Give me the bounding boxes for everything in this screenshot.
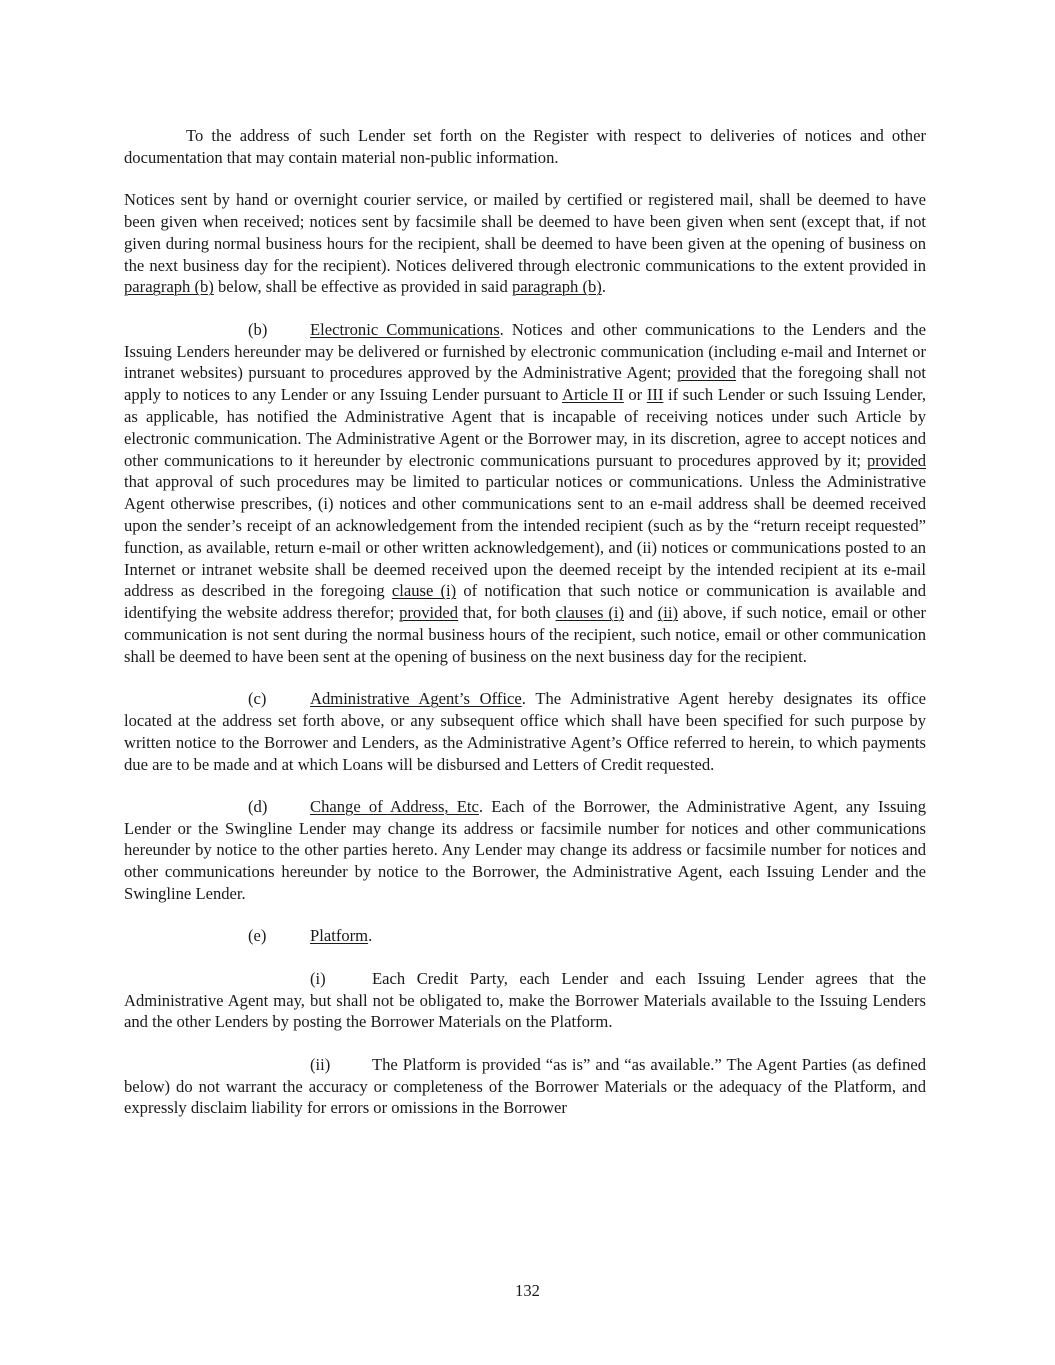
section-d-change-of-address: (d) Change of Address, Etc. Each of the Borrower, the Administrative Agent, any Issuing Lender or the Swingline Lender may change its address or facsimile number for notices and other communications hereunder by notice to the other parties hereto. Any Lender may change its address or facsimile number for notices and other communications hereunder by notice to the Borrower, the Administrative Agent, each Issuing Lender and the Swingline Lender.: [124, 796, 927, 904]
document-body: [124, 125, 926, 1140]
cross-reference: paragraph (b): [511, 277, 602, 297]
paragraph-notice-delivery: Notices sent by hand or overnight courier service, or mailed by certified or registered mail, shall be deemed to have been given when received; notices sent by facsimile shall be deemed to have been given when sent (except that, if not given during normal business hours for the recipient, shall be deemed to have been given at the opening of business on the next business day for the recipient). Notices delivered through electronic communications to the extent provided in paragraph (b) below, shall be effective as provided in said paragraph (b).: [124, 190, 926, 297]
section-label: (e): [248, 926, 267, 946]
cross-reference: III: [646, 385, 664, 405]
cross-reference: clauses (i): [555, 603, 624, 623]
section-heading: Change of Address, Etc: [310, 796, 479, 816]
section-label: (d): [248, 796, 268, 816]
cross-reference: clause (i): [391, 581, 457, 601]
section-e-ii: (ii) The Platform is provided “as is” and “as available.” The Agent Parties (as defined below) do not warrant the accuracy or completeness of the Borrower Materials or the adequacy of the Platform, and expressly disclaim liability for errors or omissions in the Borrower: [124, 1054, 926, 1118]
cross-reference: (ii): [657, 603, 678, 623]
page-number: 132: [515, 1281, 540, 1300]
cross-reference: Article II: [562, 385, 624, 405]
defined-term: provided: [677, 363, 737, 383]
section-heading: Electronic Communications: [310, 319, 500, 339]
defined-term: provided: [867, 450, 926, 470]
section-heading: Platform: [310, 926, 369, 946]
section-e-platform: (e) Platform.: [248, 926, 373, 946]
section-label: (b): [248, 319, 268, 339]
section-label: (c): [248, 689, 267, 709]
section-b-electronic-communications: (b) Electronic Communications. Notices and other communications to the Lenders and the Issuing Lenders hereunder may be delivered or furnished by electronic communication (including e-mail and Internet or intranet websites) pursuant to procedures approved by the Administrative Agent; provided that the foregoing shall not apply to notices to any Lender or any Issuing Lender pursuant to Article II or III if such Lender or such Issuing Lender, as applicable, has notified the Administrative Agent that is incapable of receiving notices under such Article by electronic communication. The Administrative Agent or the Borrower may, in its discretion, agree to accept notices and other communications to it hereunder by electronic communications pursuant to procedures approved by it; provided that approval of such procedures may be limited to particular notices or communications. Unless the Administrative Agent otherwise prescribes, (i) notices and other communications sent to an e-mail address shall be deemed received upon the sender’s receipt of an acknowledgement from the intended recipient (such as by the “return receipt requested” function, as available, return e-mail or other written acknowledgement), and (ii) notices or communications posted to an Internet or intranet website shall be deemed received upon the deemed receipt by the intended recipient at its e-mail address as described in the foregoing clause (i) of notification that such notice or communication is available and identifying the website address therefor; provided that, for both clauses (i) and (ii) above, if such notice, email or other communication is not sent during the normal business hours of the recipient, such notice, email or other communication shall be deemed to have been sent at the opening of business on the next business day for the recipient.: [124, 319, 927, 666]
section-label: (i): [310, 968, 326, 988]
cross-reference: paragraph (b): [124, 277, 214, 297]
section-label: (ii): [310, 1054, 331, 1074]
defined-term: provided: [399, 603, 459, 623]
section-heading: Administrative Agent’s Office: [310, 689, 522, 709]
paragraph-notice-address: To the address of such Lender set forth on the Register with respect to deliveries of notices and other documentation that may contain material non-public information.: [124, 126, 926, 167]
section-c-administrative-agents-office: (c) Administrative Agent’s Office. The Administrative Agent hereby designates its office located at the address set forth above, or any subsequent office which shall have been specified for such purpose by written notice to the Borrower and Lenders, as the Administrative Agent’s Office referred to herein, to which payments due are to be made and at which Loans will be disbursed and Letters of Credit requested.: [124, 689, 927, 774]
section-e-i: (i) Each Credit Party, each Lender and each Issuing Lender agrees that the Administrative Agent may, but shall not be obligated to, make the Borrower Materials available to the Issuing Lenders and the other Lenders by posting the Borrower Materials on the Platform.: [124, 968, 926, 1032]
